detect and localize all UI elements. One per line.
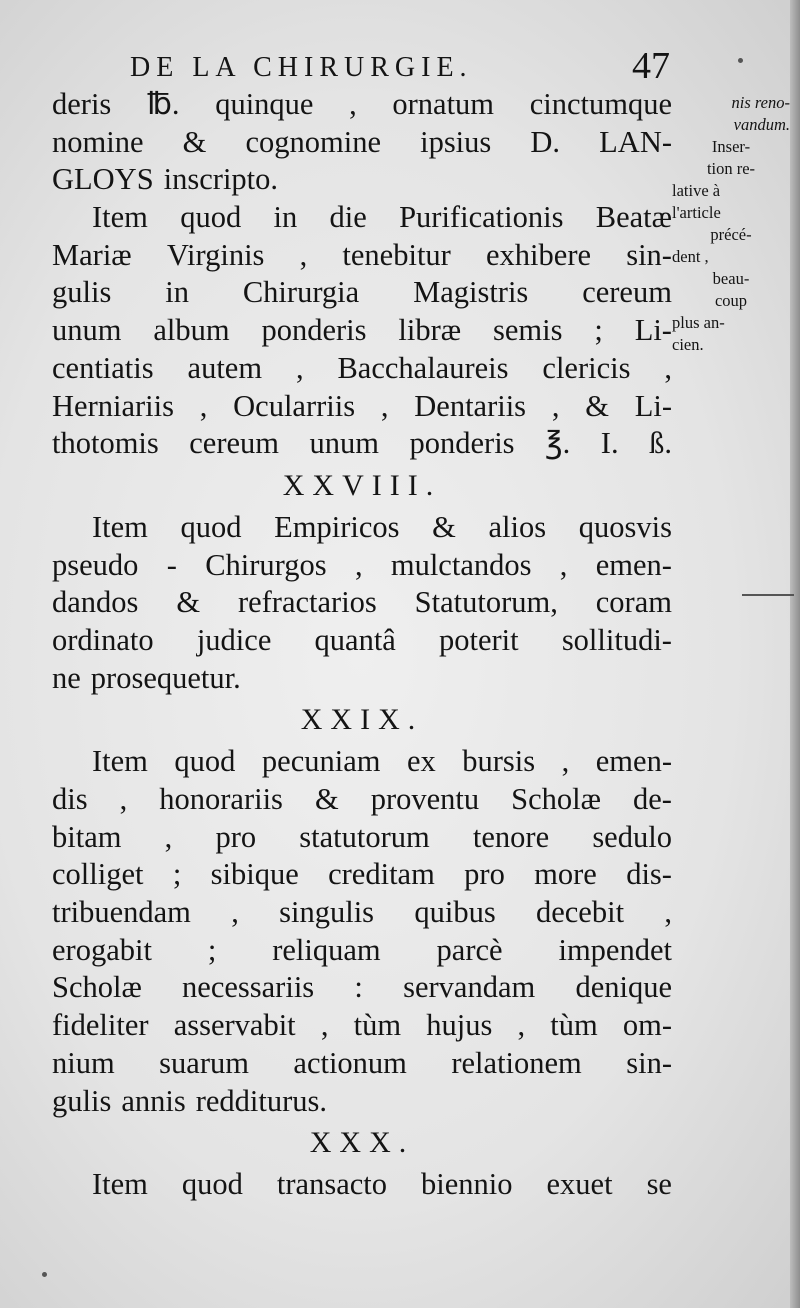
word: ℔. <box>146 87 180 121</box>
text-line <box>52 86 672 124</box>
word: reliquam <box>272 932 381 967</box>
margin-note-line: Inser- <box>711 137 751 156</box>
text-line <box>52 1083 672 1121</box>
word: clericis <box>542 350 631 385</box>
word: suarum <box>159 1045 249 1080</box>
word: thotomis <box>52 426 159 461</box>
word: Dentariis <box>414 388 527 423</box>
word: , <box>119 782 128 816</box>
word: Herniariis <box>52 388 174 423</box>
ink-mark <box>742 594 794 596</box>
section-heading-29: XXIX. <box>300 703 424 737</box>
word: , <box>354 547 363 582</box>
word: ; <box>172 857 182 892</box>
margin-note-line: cien. <box>672 335 704 354</box>
word: dandos <box>52 585 139 620</box>
word: Item <box>92 1167 148 1202</box>
word: Virginis <box>166 237 265 272</box>
word: proventu <box>370 782 480 816</box>
word: Li- <box>634 388 672 423</box>
word: quod <box>180 200 242 235</box>
word: de- <box>632 782 672 816</box>
section-heading-30: XXX. <box>309 1126 415 1160</box>
word: parcè <box>436 932 503 967</box>
word: cereum <box>189 426 280 461</box>
word: , <box>664 895 672 930</box>
word: Chirurgos <box>205 547 327 582</box>
word: Scholæ <box>52 970 142 1005</box>
word: bitam <box>52 819 122 854</box>
word: erogabit <box>52 932 152 967</box>
word: coram <box>595 585 672 620</box>
word: : <box>354 970 363 1005</box>
text-line <box>52 743 672 781</box>
word: ponderis <box>409 426 515 461</box>
word: alios <box>488 509 547 544</box>
word: quantâ <box>314 622 396 657</box>
text-line <box>52 199 672 237</box>
word: denique <box>575 970 672 1005</box>
word: , <box>295 350 304 385</box>
text-line <box>52 388 672 426</box>
word: & <box>182 124 207 159</box>
word: D. <box>530 124 561 159</box>
word: & <box>314 782 339 816</box>
text-line <box>52 161 672 199</box>
word: creditam <box>328 857 435 892</box>
margin-note-line: précé- <box>710 225 752 244</box>
word: , <box>380 388 389 423</box>
word: tribuendam <box>52 895 191 930</box>
word: necessariis <box>182 970 315 1005</box>
word: dis <box>52 782 88 816</box>
running-head: DE LA CHIRURGIE. <box>130 52 473 83</box>
word: , <box>199 388 208 423</box>
word: tùm <box>353 1008 402 1043</box>
word: in <box>165 275 189 310</box>
margin-note-line: nis reno- <box>731 93 790 112</box>
word: ; <box>594 313 603 348</box>
word: tùm <box>550 1008 598 1043</box>
word: servandam <box>403 970 536 1005</box>
word: ne <box>52 660 81 695</box>
text-line <box>52 124 672 162</box>
word: tenore <box>472 819 550 854</box>
word: sedulo <box>592 819 672 854</box>
word: colliget <box>52 857 144 892</box>
text-line <box>52 274 672 312</box>
text-line <box>52 660 672 698</box>
word: emen- <box>595 547 672 582</box>
ink-spot <box>42 1272 47 1277</box>
word: fideliter <box>52 1008 149 1043</box>
word: bursis <box>462 744 536 779</box>
word: deris <box>52 87 112 121</box>
text-line <box>52 1007 672 1045</box>
word: more <box>534 857 597 892</box>
word: - <box>166 547 177 582</box>
text-line <box>52 969 672 1007</box>
word: & <box>432 509 456 544</box>
text-line <box>52 509 672 547</box>
text-line <box>52 932 672 970</box>
page-number: 47 <box>632 45 670 87</box>
word: album <box>153 313 230 348</box>
word: , <box>231 895 239 930</box>
word: in <box>273 200 298 235</box>
ink-spot <box>738 58 743 63</box>
word: hujus <box>426 1008 493 1043</box>
word: pro <box>464 857 505 892</box>
word: quibus <box>414 895 496 930</box>
word: decebit <box>535 895 625 930</box>
margin-note-line: vandum. <box>733 115 790 134</box>
word: sollitudi- <box>561 622 672 657</box>
word: Chirurgia <box>242 275 360 310</box>
word: actionum <box>293 1045 407 1080</box>
word: ex <box>406 744 436 779</box>
word: biennio <box>421 1167 513 1202</box>
word: , <box>561 744 570 779</box>
word: Purificationis <box>399 200 564 235</box>
word: , <box>164 819 173 854</box>
word: gulis <box>52 275 112 310</box>
word: unum <box>309 426 379 461</box>
word: Magistris <box>413 275 529 310</box>
word: cereum <box>582 275 672 310</box>
word: dis- <box>626 857 672 892</box>
margin-note-line: lative à <box>672 181 721 200</box>
word: , <box>320 1008 329 1043</box>
text-line <box>52 312 672 350</box>
page-body <box>52 86 672 1204</box>
text-line <box>52 819 672 857</box>
margin-note <box>672 92 790 356</box>
margin-note-line: l'article <box>672 203 721 222</box>
word: mulctandos <box>390 547 532 582</box>
word: se <box>646 1167 672 1202</box>
word: asservabit <box>173 1008 296 1043</box>
word: ordinato <box>52 622 154 657</box>
word: & <box>585 388 609 423</box>
text-line <box>52 622 672 660</box>
margin-note-line: plus an- <box>672 313 725 332</box>
word: nomine <box>52 124 144 159</box>
word: ; <box>207 932 217 967</box>
word: sibique <box>210 857 299 892</box>
margin-note-line: dent , <box>672 247 709 266</box>
margin-note-line: tion re- <box>706 159 756 178</box>
word: ℥. <box>545 426 571 461</box>
word: & <box>176 585 201 620</box>
word: annis <box>121 1083 186 1118</box>
word: quod <box>180 509 242 544</box>
word: sin- <box>626 1045 672 1080</box>
word: Li- <box>634 313 672 348</box>
word: om- <box>622 1008 672 1043</box>
word: Beatæ <box>595 200 672 235</box>
word: , <box>664 350 672 385</box>
section-heading-28: XXVIII. <box>282 468 442 502</box>
word: transacto <box>276 1167 387 1202</box>
word: Item <box>92 744 148 779</box>
word: die <box>329 200 367 235</box>
word: gulis <box>52 1083 112 1118</box>
text-line <box>52 894 672 932</box>
text-line <box>52 350 672 388</box>
word: pseudo <box>52 547 139 582</box>
word: relationem <box>451 1045 582 1080</box>
text-line <box>52 547 672 585</box>
word: quod <box>174 744 236 779</box>
word: prosequetur. <box>90 660 241 695</box>
word: honorariis <box>159 782 283 816</box>
word: GLOYS <box>52 162 154 197</box>
text-line <box>52 1045 672 1083</box>
word: sin- <box>626 237 672 272</box>
word: Item <box>92 509 148 544</box>
word: libræ <box>398 313 462 348</box>
word: autem <box>187 350 263 385</box>
word: singulis <box>279 895 375 930</box>
word: pecuniam <box>261 744 381 779</box>
word: pro <box>215 819 257 854</box>
word: LAN- <box>599 124 672 159</box>
word: quod <box>181 1167 243 1202</box>
word: tenebitur <box>342 237 451 272</box>
word: judice <box>196 622 272 657</box>
word: , <box>559 547 568 582</box>
word: Mariæ <box>52 237 132 272</box>
word: centiatis <box>52 350 154 385</box>
word: redditurus. <box>195 1083 328 1118</box>
word: ß. <box>649 426 672 461</box>
margin-note-line: beau- <box>712 269 750 288</box>
word: Scholæ <box>511 782 601 816</box>
word: , <box>517 1008 526 1043</box>
word: exuet <box>546 1167 613 1202</box>
margin-note-line: coup <box>714 291 748 310</box>
page-edge-shadow <box>790 0 800 1308</box>
word: Bacchalaureis <box>337 350 509 385</box>
word: exhibere <box>486 237 592 272</box>
word: ornatum <box>392 87 495 121</box>
word: Item <box>92 200 148 235</box>
word: quinque <box>215 87 314 121</box>
word: cinctumque <box>529 87 672 121</box>
word: , <box>349 87 357 121</box>
text-line <box>52 1166 672 1204</box>
word: semis <box>492 313 563 348</box>
word: statutorum <box>299 819 430 854</box>
word: , <box>299 237 308 272</box>
word: nium <box>52 1045 115 1080</box>
text-line <box>52 584 672 622</box>
text-line <box>52 237 672 275</box>
word: , <box>551 388 560 423</box>
word: cognomine <box>245 124 381 159</box>
word: quosvis <box>578 509 672 544</box>
word: refractarios <box>237 585 377 620</box>
word: ponderis <box>261 313 367 348</box>
text-line <box>52 781 672 819</box>
text-line <box>52 856 672 894</box>
text-line <box>52 425 672 463</box>
word: unum <box>52 313 122 348</box>
word: ipsius <box>420 124 492 159</box>
word: Empiricos <box>274 509 400 544</box>
word: impendet <box>558 932 672 967</box>
word: Statutorum, <box>414 585 558 620</box>
word: Ocularriis <box>233 388 356 423</box>
word: I. <box>600 426 619 461</box>
word: emen- <box>595 744 672 779</box>
word: inscripto. <box>163 162 279 197</box>
word: poterit <box>439 622 519 657</box>
